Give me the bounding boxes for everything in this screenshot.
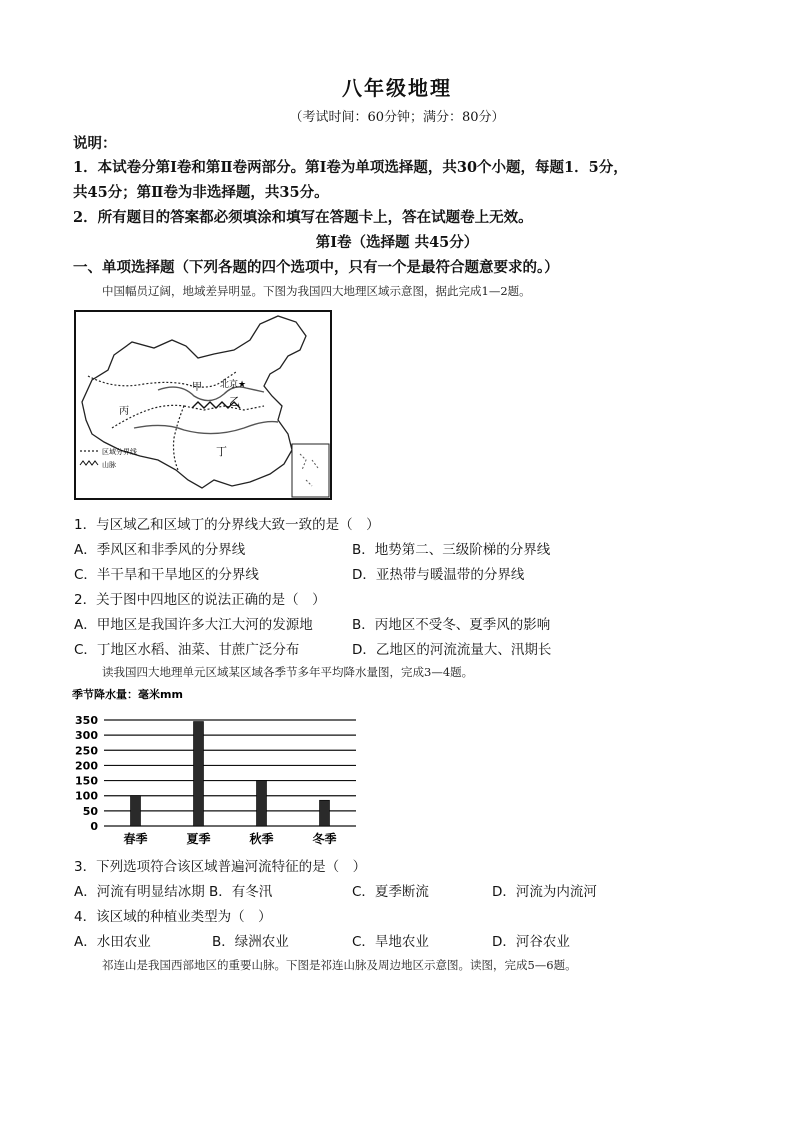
region-bing-label: 丙 bbox=[119, 406, 129, 417]
x-category-label: 冬季 bbox=[312, 832, 337, 846]
bar-1 bbox=[131, 796, 141, 826]
y-tick-label: 200 bbox=[75, 759, 98, 773]
region-ding-label: 丁 bbox=[216, 445, 227, 458]
q3-option-d: D．河流为内流河 bbox=[492, 884, 597, 900]
section-heading: 一、单项选择题（下列各题的四个选项中，只有一个是最符合题意要求的。） bbox=[73, 259, 559, 276]
q3-option-c: C．夏季断流 bbox=[352, 884, 429, 900]
y-tick-label: 0 bbox=[90, 820, 98, 833]
y-tick-label: 100 bbox=[75, 789, 98, 803]
chart-title: 季节降水量：毫米mm bbox=[72, 688, 183, 701]
page-title: 八年级地理 bbox=[342, 76, 452, 100]
x-category-label: 秋季 bbox=[249, 832, 274, 846]
group2-intro: 读我国四大地理单元区域某区域各季节多年平均降水量图，完成3—4题。 bbox=[102, 665, 474, 679]
q2-option-d: D．乙地区的河流流量大、汛期长 bbox=[352, 642, 552, 658]
q4-option-a: A．水田农业 bbox=[74, 934, 151, 950]
y-tick-label: 300 bbox=[75, 729, 98, 743]
legend-boundary: 区域分界线 bbox=[102, 448, 137, 456]
q3-option-ab: A．河流有明显结冰期 B．有冬汛 bbox=[74, 884, 273, 900]
q4-stem: 4．该区域的种植业类型为（ ） bbox=[74, 909, 272, 925]
instruction-line-1: 1．本试卷分第Ⅰ卷和第Ⅱ卷两部分。第Ⅰ卷为单项选择题，共30个小题，每题1．5分， bbox=[73, 159, 628, 176]
q2-option-a: A．甲地区是我国许多大江大河的发源地 bbox=[74, 617, 313, 633]
exam-info: （考试时间：60分钟；满分：80分） bbox=[289, 110, 505, 125]
q1-option-d: D．亚热带与暖温带的分界线 bbox=[352, 567, 525, 583]
precipitation-chart bbox=[70, 686, 370, 850]
q2-stem: 2．关于图中四地区的说法正确的是（ ） bbox=[74, 592, 326, 608]
q2-option-b: B．丙地区不受冬、夏季风的影响 bbox=[352, 617, 551, 633]
bar-3 bbox=[257, 781, 267, 826]
q4-option-c: C．旱地农业 bbox=[352, 934, 429, 950]
region-jia-label: 甲 bbox=[192, 382, 202, 393]
q3-stem: 3．下列选项符合该区域普遍河流特征的是（ ） bbox=[74, 859, 367, 875]
instructions-label: 说明： bbox=[73, 135, 117, 152]
q1-option-b: B．地势第二、三级阶梯的分界线 bbox=[352, 542, 551, 558]
y-tick-label: 150 bbox=[75, 774, 98, 788]
q1-option-a: A．季风区和非季风的分界线 bbox=[74, 542, 246, 558]
instruction-line-1b: 共45分；第Ⅱ卷为非选择题，共35分。 bbox=[73, 184, 329, 201]
china-regions-map bbox=[74, 310, 332, 500]
legend-mountain: 山脉 bbox=[102, 461, 116, 469]
group3-intro: 祁连山是我国西部地区的重要山脉。下图是祁连山脉及周边地区示意图。读图，完成5—6题。 bbox=[102, 958, 577, 972]
x-category-label: 春季 bbox=[123, 832, 148, 846]
q2-option-c: C．丁地区水稻、油菜、甘蔗广泛分布 bbox=[74, 642, 300, 658]
bar-4 bbox=[320, 800, 330, 826]
q4-option-b: B．绿洲农业 bbox=[212, 934, 289, 950]
beijing-label: 北京★ bbox=[220, 380, 247, 390]
bar-2 bbox=[194, 722, 204, 826]
x-category-label: 夏季 bbox=[186, 832, 211, 846]
instruction-line-2: 2．所有题目的答案都必须填涂和填写在答题卡上，答在试题卷上无效。 bbox=[73, 209, 533, 226]
y-tick-label: 50 bbox=[82, 804, 98, 818]
region-yi-label: 乙 bbox=[229, 395, 240, 408]
part1-heading: 第Ⅰ卷（选择题 共45分） bbox=[315, 234, 479, 251]
y-tick-label: 250 bbox=[75, 744, 98, 758]
y-tick-label: 350 bbox=[75, 714, 98, 727]
group1-intro: 中国幅员辽阔，地域差异明显。下图为我国四大地理区域示意图，据此完成1—2题。 bbox=[102, 284, 531, 298]
q1-stem: 1．与区域乙和区域丁的分界线大致一致的是（ ） bbox=[74, 517, 380, 533]
q1-option-c: C．半干旱和干旱地区的分界线 bbox=[74, 567, 259, 583]
q4-option-d: D．河谷农业 bbox=[492, 934, 570, 950]
